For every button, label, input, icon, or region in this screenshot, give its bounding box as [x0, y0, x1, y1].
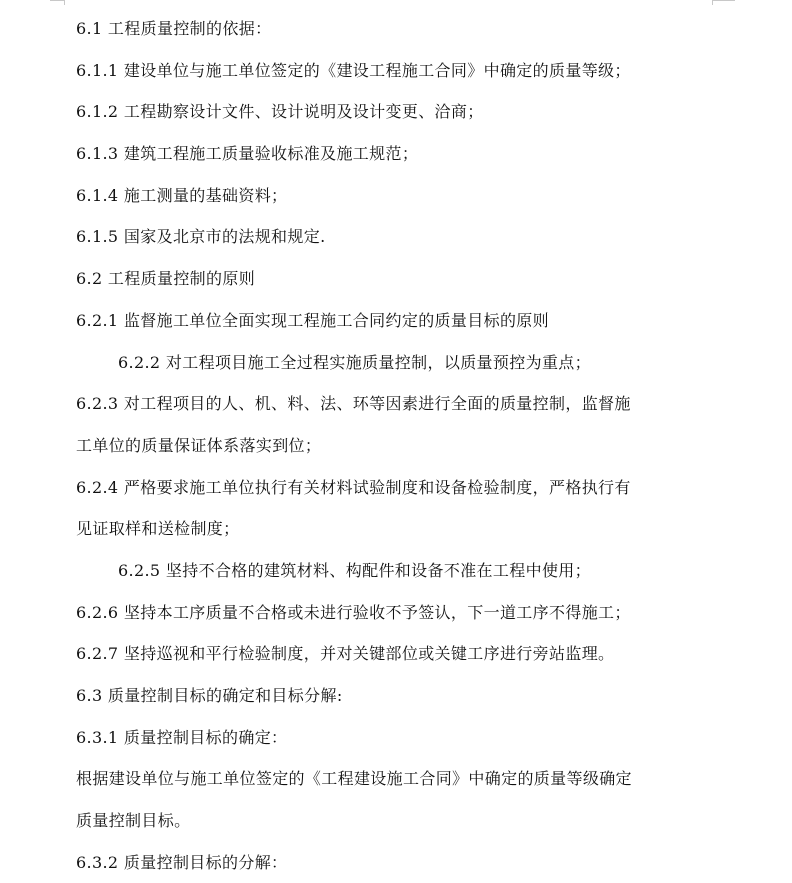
document-line: 6.3.1 质量控制目标的确定：: [76, 727, 288, 747]
page-corner-mark-left: [50, 0, 65, 5]
document-line: 6.2.6 坚持本工序质量不合格或未进行验收不予签认，下一道工序不得施工；: [76, 602, 631, 622]
document-line: 6.2 工程质量控制的原则: [76, 269, 256, 289]
document-line: 6.2.1 监督施工单位全面实现工程施工合同约定的质量目标的原则: [76, 310, 549, 330]
document-line: 6.2.7 坚持巡视和平行检验制度，并对关键部位或关键工序进行旁站监理。: [76, 644, 615, 664]
document-line: 6.1.2 工程勘察设计文件、设计说明及设计变更、洽商；: [76, 102, 484, 122]
document-line: 6.3 质量控制目标的确定和目标分解:: [76, 686, 343, 705]
page-corner-mark-right: [712, 0, 735, 5]
document-line: 6.2.4 严格要求施工单位执行有关材料试验制度和设备检验制度，严格执行有: [76, 477, 631, 497]
document-line: 6.1.5 国家及北京市的法规和规定.: [76, 227, 326, 247]
document-line: 6.3.2 质量控制目标的分解：: [76, 852, 288, 872]
document-line: 质量控制目标。: [76, 811, 191, 831]
document-line: 6.1 工程质量控制的依据：: [76, 19, 272, 38]
document-line: 6.2.5 坚持不合格的建筑材料、构配件和设备不准在工程中使用；: [118, 560, 591, 580]
document-line: 6.1.4 施工测量的基础资料；: [76, 185, 288, 205]
document-line: 工单位的质量保证体系落实到位；: [76, 435, 322, 455]
document-line: 根据建设单位与施工单位签定的《工程建设施工合同》中确定的质量等级确定: [76, 769, 632, 789]
document-line: 见证取样和送检制度；: [76, 519, 240, 539]
document-line: 6.1.3 建筑工程施工质量验收标准及施工规范；: [76, 144, 419, 164]
document-body: [76, 8, 726, 883]
document-line: 6.2.2 对工程项目施工全过程实施质量控制，以质量预控为重点；: [118, 352, 591, 372]
document-line: 6.2.3 对工程项目的人、机、料、法、环等因素进行全面的质量控制，监督施: [76, 394, 631, 414]
document-line: 6.1.1 建设单位与施工单位签定的《建设工程施工合同》中确定的质量等级；: [76, 60, 631, 80]
